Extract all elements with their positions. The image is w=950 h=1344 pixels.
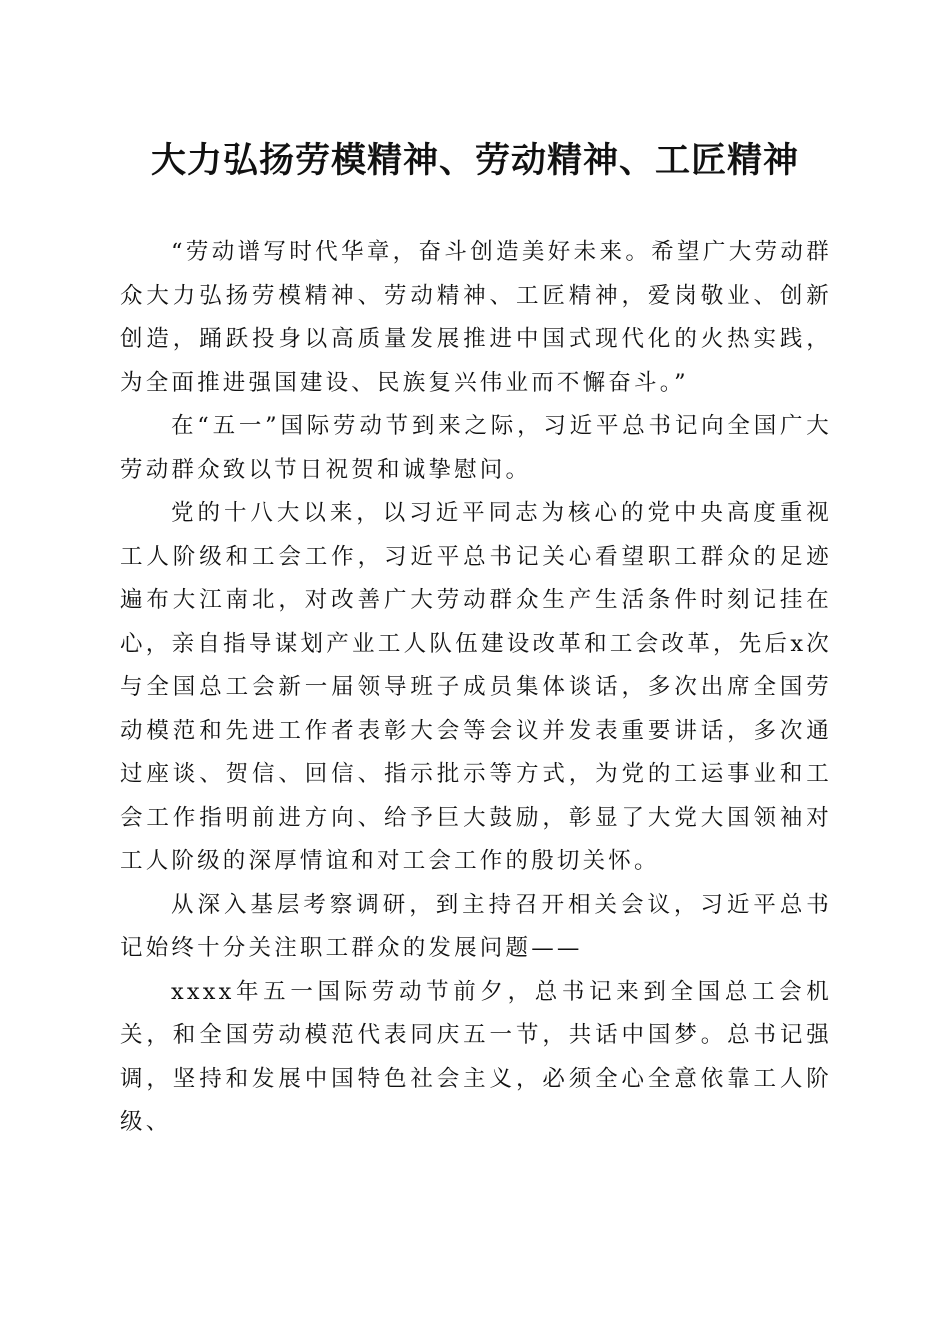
document-body [120,231,832,1145]
paragraph-attention: 从深入基层考察调研，到主持召开相关会议，习近平总书记始终十分关注职工群众的发展问题—— [120,891,832,961]
paragraph-quote: “劳动谱写时代华章，奋斗创造美好未来。希望广大劳动群众大力弘扬劳模精神、劳动精神、工匠精神，爱岗敬业、创新创造，踊跃投身以高质量发展推进中国式现代化的火热实践，为全面推进强国建设、民族复兴伟业而不懈奋斗。” [120,239,832,396]
paragraph-may-day-visit: xxxx年五一国际劳动节前夕，总书记来到全国总工会机关，和全国劳动模范代表同庆五一节，共话中国梦。总书记强调，坚持和发展中国特色社会主义，必须全心全意依靠工人阶级、 [120,978,832,1135]
paragraph-may-day-greeting: 在“五一”国际劳动节到来之际，习近平总书记向全国广大劳动群众致以节日祝贺和诚挚慰问。 [120,413,832,483]
document-title: 大力弘扬劳模精神、劳动精神、工匠精神 [150,140,799,181]
paragraph-party-care: 党的十八大以来，以习近平同志为核心的党中央高度重视工人阶级和工会工作，习近平总书记关心看望职工群众的足迹遍布大江南北，对改善广大劳动群众生产生活条件时刻记挂在心，亲自指导谋划产业工人队伍建设改革和工会改革，先后x次与全国总工会新一届领导班子成员集体谈话，多次出席全国劳动模范和先进工作者表彰大会等会议并发表重要讲话，多次通过座谈、贺信、回信、指示批示等方式，为党的工运事业和工会工作指明前进方向、给予巨大鼓励，彰显了大党大国领袖对工人阶级的深厚情谊和对工会工作的殷切关怀。 [120,500,832,874]
